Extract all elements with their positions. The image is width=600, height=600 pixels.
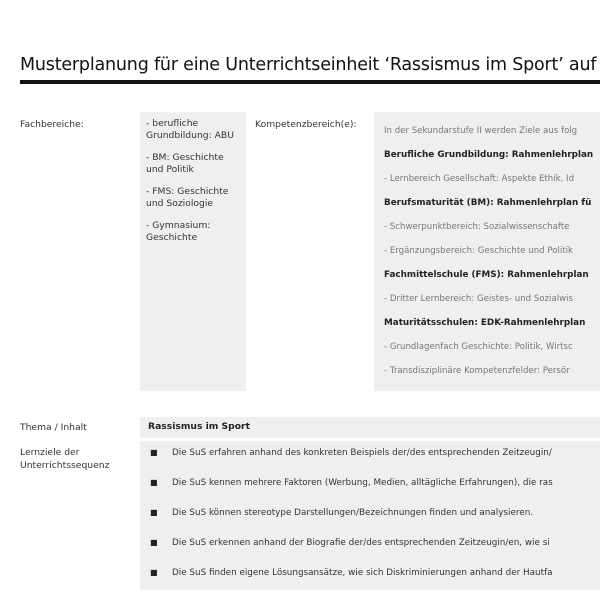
square-bullet-icon: ■ <box>150 448 158 457</box>
lernziel-item <box>150 568 600 578</box>
kompetenz-line: - Ergänzungsbereich: Geschichte und Politik <box>384 246 573 256</box>
kompetenzbereich-cell <box>374 112 600 391</box>
lernziel-text: Die SuS erfahren anhand des konkreten Beispiels der/des entsprechenden Zeitzeugin/ <box>172 448 552 458</box>
square-bullet-icon: ■ <box>150 508 158 517</box>
lernziele-label-line1: Lernziele der <box>20 447 80 458</box>
lernziel-item <box>150 538 600 548</box>
kompetenz-heading: Fachmittelschule (FMS): Rahmenlehrplan <box>384 270 589 280</box>
fachbereich-item: - FMS: Geschichte und Soziologie <box>146 186 229 209</box>
kompetenz-line: - Schwerpunktbereich: Sozialwissenschafte <box>384 222 570 232</box>
fachbereich-item: - berufliche Grundbildung: ABU <box>146 118 234 141</box>
square-bullet-icon: ■ <box>150 538 158 547</box>
kompetenz-line: - Dritter Lernbereich: Geistes- und Sozialwis <box>384 294 573 304</box>
square-bullet-icon: ■ <box>150 478 158 487</box>
square-bullet-icon: ■ <box>150 568 158 577</box>
lernziel-text: Die SuS finden eigene Lösungsansätze, wie sich Diskriminierungen anhand der Hautfa <box>172 568 553 578</box>
fachbereich-item: - BM: Geschichte und Politik <box>146 152 224 175</box>
kompetenz-line: - Transdisziplinäre Kompetenzfelder: Persör <box>384 366 570 376</box>
thema-label: Thema / Inhalt <box>20 422 87 433</box>
thema-value: Rassismus im Sport <box>148 421 250 432</box>
lernziel-text: Die SuS können stereotype Darstellungen/Bezeichnungen finden und analysieren. <box>172 508 534 518</box>
kompetenz-line: - Grundlagenfach Geschichte: Politik, Wirtsc <box>384 342 573 352</box>
lernziel-text: Die SuS erkennen anhand der Biografie der/des entsprechenden Zeitzeugin/en, wie si <box>172 538 550 548</box>
lernziel-text: Die SuS kennen mehrere Faktoren (Werbung, Medien, alltägliche Erfahrungen), die ras <box>172 478 553 488</box>
kompetenzbereich-label: Kompetenzbereich(e): <box>255 119 357 130</box>
lernziel-item <box>150 448 600 458</box>
lernziele-label-line2: Unterrichtssequenz <box>20 460 110 471</box>
kompetenz-line: In der Sekundarstufe II werden Ziele aus folg <box>384 126 578 136</box>
lernziel-item <box>150 508 600 518</box>
lernziel-item <box>150 478 600 488</box>
kompetenz-heading: Berufsmaturität (BM): Rahmenlehrplan fü <box>384 198 592 208</box>
kompetenz-heading: Berufliche Grundbildung: Rahmenlehrplan <box>384 150 594 160</box>
fachbereiche-cell <box>140 112 246 391</box>
kompetenz-line: - Lernbereich Gesellschaft: Aspekte Ethik, Id <box>384 174 575 184</box>
fachbereich-item: - Gymnasium: Geschichte <box>146 220 211 243</box>
lernziele-cell <box>140 441 600 590</box>
thema-cell <box>140 417 600 438</box>
document-title: Musterplanung für eine Unterrichtseinheit ‘Rassismus im Sport’ auf <box>20 55 597 75</box>
kompetenz-heading: Maturitätsschulen: EDK-Rahmenlehrplan <box>384 318 586 328</box>
title-rule <box>20 80 600 84</box>
fachbereiche-label: Fachbereiche: <box>20 119 84 130</box>
